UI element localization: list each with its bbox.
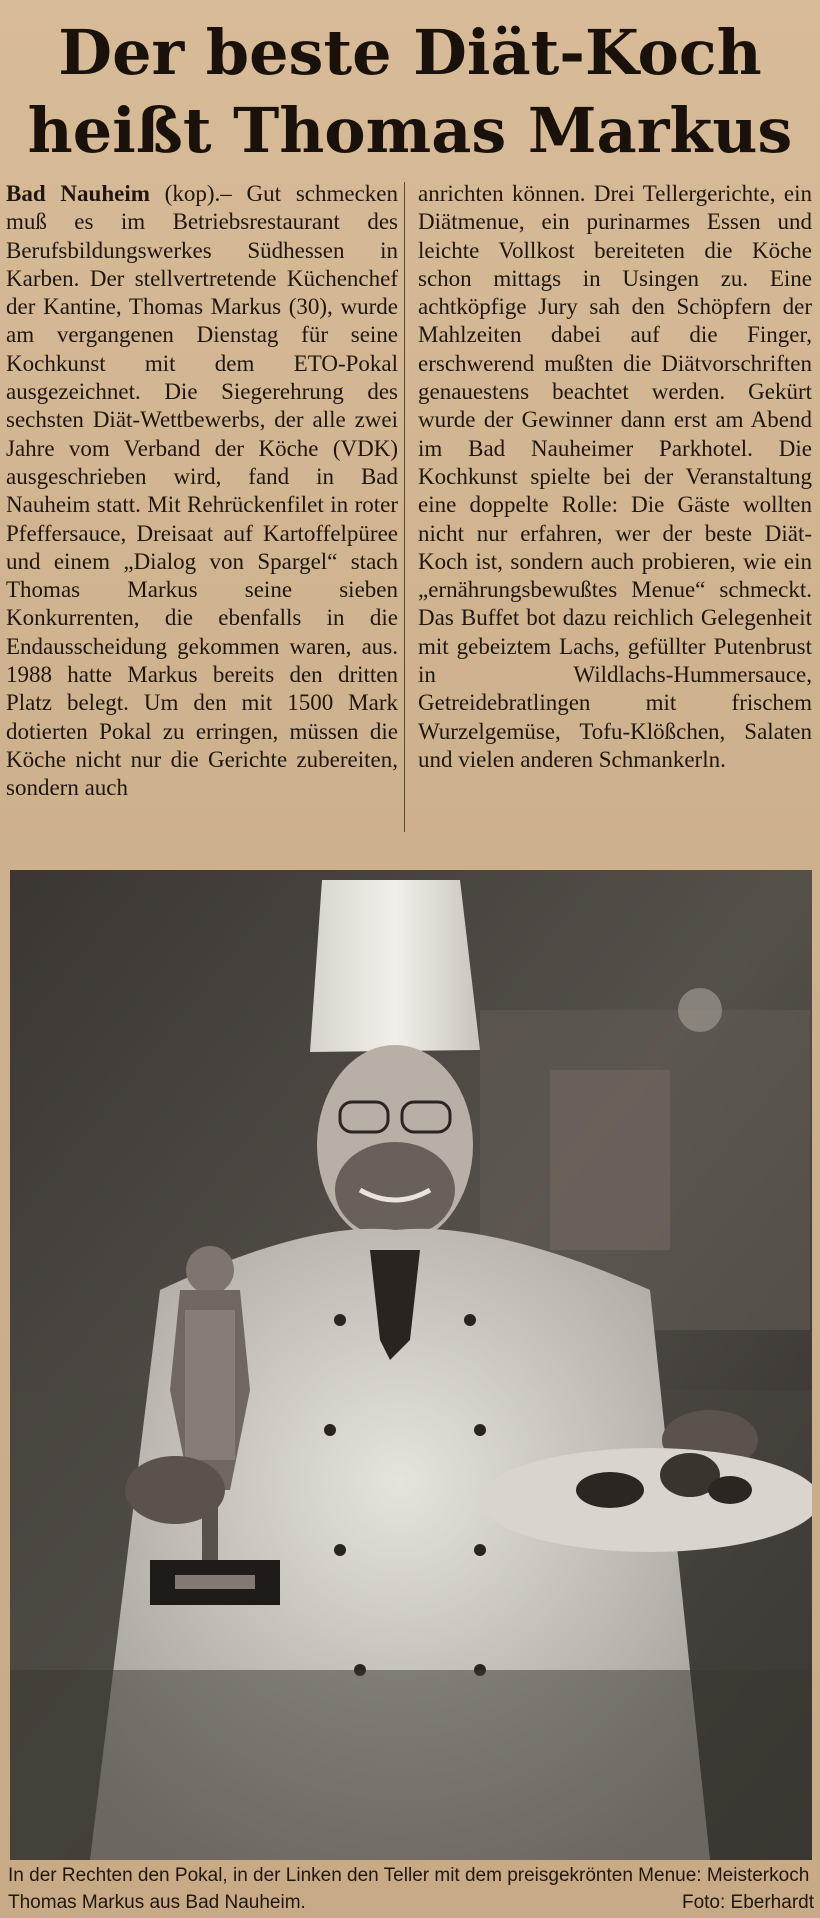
right-column-text: anrichten können. Drei Tellergerichte, ein Diätmenue, ein purinarmes Essen und leichte Vollkost bereiteten die Köche schon mittags in Usingen zu. Eine achtköpfige Jury sah den Schöpfern der Mahlzeiten dabei auf die Finger, erschwerend mußten die Diätvorschriften genauestens beachtet werden. Gekürt wurde der Gewinner dann erst am Abend im Bad Nauheimer Parkhotel. Die Kochkunst spielte bei der Veranstaltung eine doppelte Rolle: Die Gäste wollten nicht nur erfahren, wer der beste Diät-Koch ist, sondern auch probieren, wie ein „ernährungsbewußtes Menue“ schmeckt. Das Buffet bot dazu reichlich Gelegenheit mit gebeiztem Lachs, gefüllter Putenbrust in Wildlachs-Hummersauce, Getreidebratlingen mit frischem Wurzelgemüse, Tofu-Klößchen, Salaten und vielen anderen Schmankerln. <box>418 181 812 772</box>
photo-credit: Foto: Eberhardt <box>681 1892 814 1913</box>
headline-line-1: Der beste Diät-Koch <box>58 16 762 89</box>
caption-text: In der Rechten den Pokal, in der Linken den Teller mit dem preisgekrönten Menue: Meisterkoch Thomas Markus aus Bad Nauheim. <box>8 1865 810 1913</box>
plate <box>480 1448 812 1552</box>
article-column-right <box>418 180 812 774</box>
left-column-text: (kop).– Gut schmecken muß es im Betriebsrestaurant des Berufsbildungswerkes Südhessen in Karben. Der stellvertretende Küchenchef der Kantine, Thomas Markus (30), wurde am vergangenen Dienstag für seine Kochkunst mit dem ETO-Pokal ausgezeichnet. Die Siegerehrung des sechsten Diät-Wettbewerbs, der alle zwei Jahre vom Verband der Köche (VDK) ausgeschrieben wird, fand in Bad Nauheim statt. Mit Rehrückenfilet in roter Pfeffersauce, Dreisaat auf Kartoffelpüree und einem „Dialog von Spargel“ stach Thomas Markus seine sieben Konkurrenten, die ebenfalls in die Endausscheidung gekommen waren, aus. 1988 hatte Markus bereits den dritten Platz belegt. Um den mit 1500 Mark dotierten Pokal zu erringen, müssen die Köche nicht nur die Gerichte zubereiten, sondern auch <box>6 181 398 801</box>
headline <box>12 14 808 170</box>
headline-line-2: heißt Thomas Markus <box>27 94 793 167</box>
chef-photo <box>10 870 812 1860</box>
column-divider <box>404 182 405 832</box>
dateline: Bad Nauheim <box>6 181 150 206</box>
article-column-left <box>6 180 398 803</box>
photo-caption <box>8 1862 814 1916</box>
chef-hat <box>310 880 480 1052</box>
